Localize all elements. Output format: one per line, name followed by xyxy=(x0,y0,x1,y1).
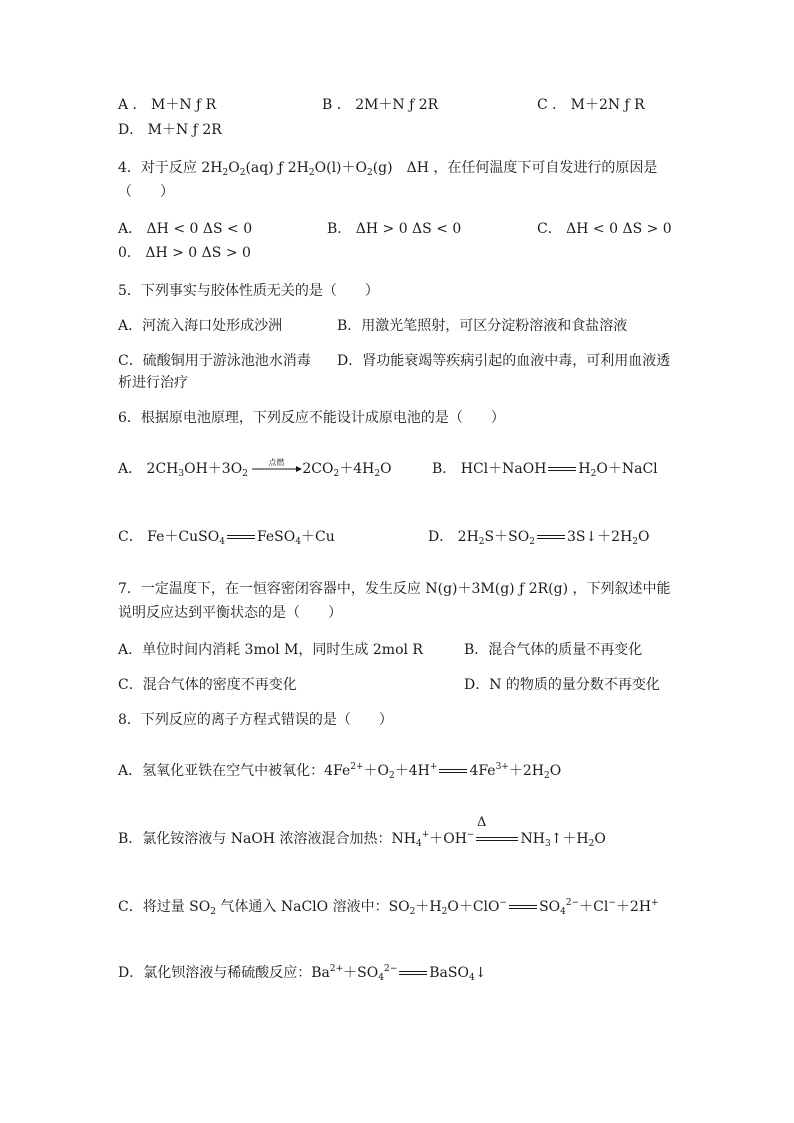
q8-stem: 8．下列反应的离子方程式错误的是（ ） xyxy=(118,712,393,728)
q6-option-d: D． $2H_2S+SO_2$ $3S↓+2H_2O$ xyxy=(428,529,650,547)
q4-option-c: C． ΔH < 0 ΔS > 0 xyxy=(537,221,672,237)
q6-option-c: C． Fe＋CuSO$_4$ FeSO$_4$＋Cu xyxy=(118,529,335,547)
arrow-icon xyxy=(252,458,302,476)
q3-option-b: B ． 2M＋N ƒ 2R xyxy=(322,97,439,113)
q4-option-a: A． ΔH < 0 ΔS < 0 xyxy=(118,221,253,237)
q5-option-a: A．河流入海口处形成沙洲 xyxy=(118,318,283,334)
q3-option-c: C ． M＋2N ƒ R xyxy=(537,97,645,113)
q7-option-a: A．单位时间内消耗 3mol M，同时生成 2mol R xyxy=(118,642,423,658)
q5-option-d-line2: 析进行治疗 xyxy=(118,375,188,391)
q8-option-d: D．氯化钡溶液与稀硫酸反应：$Ba^{2+}+SO_4^{2-}$ BaSO$_4$↓ xyxy=(118,964,487,983)
q4-stem-prefix: 4．对于反应 xyxy=(118,160,197,176)
q6-option-b: B． HCl＋NaOH $H_2O+NaCl$ xyxy=(432,461,658,479)
q4-stem-suffix: ，在任何温度下可自发进行的原因是 xyxy=(433,160,658,176)
q3-option-a: A ． M＋N ƒ R xyxy=(118,97,217,113)
q7-equation: N(g)＋3M(g) ƒ 2R(g) xyxy=(425,581,569,597)
q6-stem: 6．根据原电池原理，下列反应不能设计成原电池的是（ ） xyxy=(118,410,505,426)
q4-paren: （ ） xyxy=(118,184,174,200)
q7-option-b: B．混合气体的质量不再变化 xyxy=(464,642,643,658)
q5-stem: 5．下列事实与胶体性质无关的是（ ） xyxy=(118,283,379,299)
q3-option-d: D． M＋N ƒ 2R xyxy=(118,122,222,138)
q8-option-a: A．氢氧化亚铁在空气中被氧化：$4Fe^{2+}+O_2+4H^+$ $4Fe^{3+}+2H_2O$ xyxy=(118,762,562,781)
q7-stem-prefix: 7．一定温度下，在一恒容密闭容器中，发生反应 xyxy=(118,581,421,597)
q7-stem-line1 xyxy=(118,579,671,599)
q8-option-a-text: A．氢氧化亚铁在空气中被氧化： xyxy=(118,763,325,779)
q7-stem-suffix: ，下列叙述中能 xyxy=(572,581,671,597)
q8-option-c: C．将过量 $SO_2$ 气体通入 NaClO 溶液中：$SO_2+H_2O+ClO^-$ $SO_4^{2-}+Cl^-+2H^+$ xyxy=(118,898,659,917)
q8-option-b: B．氯化铵溶液与 NaOH 浓溶液混合加热：$NH_4^++OH^-$ $NH_3↑+H_2O$ xyxy=(118,830,606,849)
q8-option-c-pre: C．将过量 SO xyxy=(118,899,211,915)
q5-option-c: C．硫酸铜用于游泳池池水消毒 xyxy=(118,353,311,369)
q8-option-c-mid: 气体通入 NaClO 溶液中： xyxy=(215,899,389,915)
q4-option-d: 0． ΔH > 0 ΔS > 0 xyxy=(118,245,251,261)
q7-option-c: C．混合气体的密度不再变化 xyxy=(118,677,297,693)
delta-symbol: Δ xyxy=(477,815,487,830)
q8-option-d-text: D．氯化钡溶液与稀硫酸反应： xyxy=(118,965,312,981)
q4-stem xyxy=(118,158,657,178)
q7-option-d: D．N 的物质的量分数不再变化 xyxy=(464,677,660,693)
q7-stem-line2: 说明反应达到平衡状态的是（ ） xyxy=(118,605,342,621)
q5-option-b: B．用激光笔照射，可区分淀粉溶液和食盐溶液 xyxy=(337,318,628,334)
q4-option-b: B． ΔH > 0 ΔS < 0 xyxy=(327,221,462,237)
q6-option-a: A． $2CH_3OH+3O_2$ 点燃 $2CO_2+4H_2O$ xyxy=(118,459,392,479)
q6-arrow-label: 点燃 xyxy=(268,458,285,467)
q4-equation: $2H_2O_2(aq)$ ƒ $2H_2O(l)+O_2(g)$ ΔH xyxy=(201,160,429,178)
q5-option-d-line1: D．肾功能衰竭等疾病引起的血液中毒，可利用血液透 xyxy=(337,353,671,369)
q8-option-b-text: B．氯化铵溶液与 NaOH 浓溶液混合加热： xyxy=(118,831,392,847)
